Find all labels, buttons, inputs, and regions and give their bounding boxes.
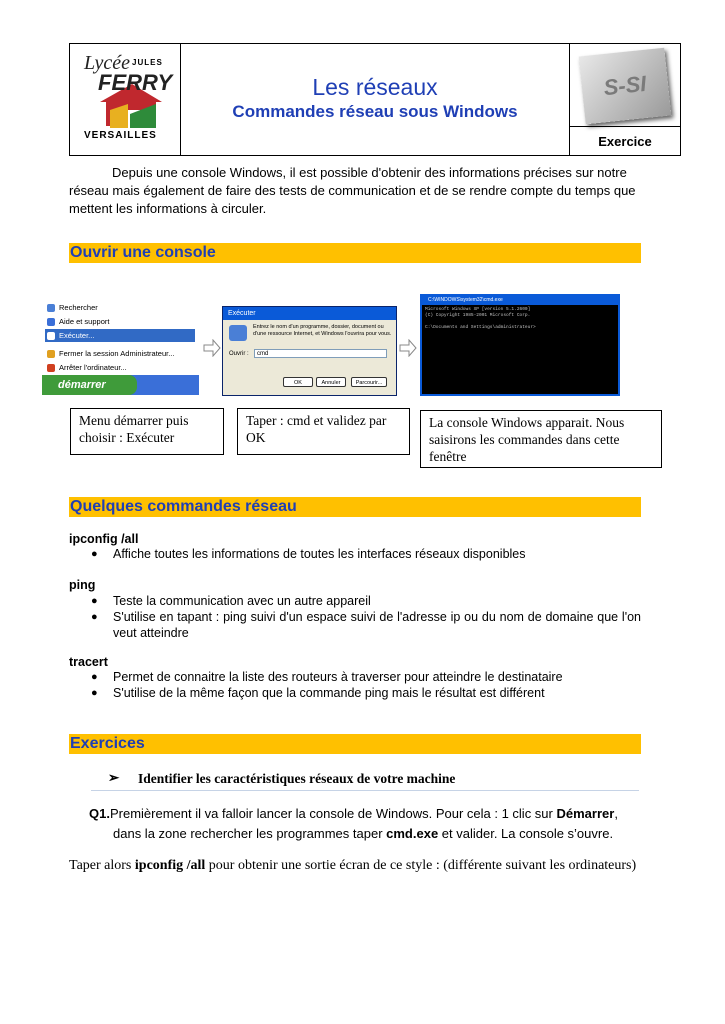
- run-open-input: cmd: [254, 349, 387, 358]
- power-icon: [47, 364, 55, 372]
- search-icon: [47, 304, 55, 312]
- logo-versailles-text: VERSAILLES: [84, 130, 157, 141]
- bullet-icon: ●: [91, 611, 98, 623]
- arrow-icon: [399, 339, 417, 362]
- ssi-badge-text: S-SI: [602, 70, 648, 101]
- bullet-icon: ●: [91, 548, 98, 560]
- objective-text: Identifier les caractéristiques réseaux de votre machine: [138, 771, 456, 786]
- q1-label: Q1.: [89, 806, 110, 821]
- logo-jules-text: JULES: [132, 58, 163, 67]
- run-icon: [47, 332, 55, 340]
- header-table: [69, 43, 681, 156]
- menu-item-run: Exécuter...: [45, 329, 195, 342]
- logo-lycee-text: Lycée: [84, 52, 131, 74]
- menu-item-logoff: Fermer la session Administrateur...: [45, 347, 195, 360]
- intro-text: Depuis une console Windows, il est possible d'obtenir des informations précises sur notre réseau mais également de faire des tests de communication et de se rendre compte du temps que mettent les informations à circuler.: [69, 165, 636, 216]
- list-item: ● Teste la communication avec un autre appareil: [91, 594, 371, 608]
- caption-console: La console Windows apparait. Nous saisirons les commandes dans cette fenêtre: [420, 410, 662, 468]
- start-button: démarrer: [42, 375, 137, 395]
- exercise-type-label: Exercice: [570, 126, 680, 156]
- taskbar: [42, 375, 199, 395]
- page-subtitle: Commandes réseau sous Windows: [232, 102, 518, 121]
- exercise-objective: [91, 770, 639, 791]
- run-ok-button: OK: [283, 377, 313, 387]
- section-heading-open-console: Ouvrir une console: [69, 243, 641, 263]
- menu-item-shutdown: Arrêter l'ordinateur...: [45, 361, 195, 374]
- help-icon: [47, 318, 55, 326]
- list-item: ● Affiche toutes les informations de toutes les interfaces réseaux disponibles: [91, 547, 526, 561]
- menu-item-search: Rechercher: [45, 301, 195, 314]
- section-heading-network-commands: Quelques commandes réseau: [69, 497, 641, 517]
- run-dialog-title: Exécuter: [223, 307, 396, 320]
- bullet-icon: ●: [91, 687, 98, 699]
- menu-item-help: Aide et support: [45, 315, 195, 328]
- page-title: Les réseaux: [312, 74, 438, 100]
- caption-run-dialog: Taper : cmd et validez par OK: [237, 408, 410, 455]
- command-ipconfig: ipconfig /all: [69, 532, 139, 546]
- console-window-screenshot: [420, 294, 620, 396]
- run-browse-button: Parcourir...: [351, 377, 387, 387]
- command-tracert: tracert: [69, 655, 108, 669]
- ssi-badge-cell: [569, 44, 680, 155]
- run-icon: [229, 325, 247, 341]
- section-heading-exercises: Exercices: [69, 734, 641, 754]
- list-item: ● S'utilise en tapant : ping suivi d'un espace suivi de l'adresse ip ou du nom de domaine que l'on veut atteindre: [91, 610, 641, 640]
- school-logo: [70, 44, 181, 155]
- run-cancel-button: Annuler: [316, 377, 346, 387]
- bullet-icon: ●: [91, 595, 98, 607]
- caption-start-menu: Menu démarrer puis choisir : Exécuter: [70, 408, 224, 455]
- start-menu-screenshot: [42, 298, 199, 397]
- question-q1: Q1.Premièrement il va falloir lancer la console de Windows. Pour cela : 1 clic sur Démarrer, dans la zone rechercher les programmes taper cmd.exe et valider. La console s’ouvre.: [89, 806, 618, 841]
- ssi-badge: [579, 48, 672, 125]
- instruction-paragraph: Taper alors ipconfig /all pour obtenir une sortie écran de ce style : (différente suivant les ordinateurs): [69, 858, 637, 873]
- arrow-bullet-icon: ➢: [108, 770, 120, 785]
- logoff-icon: [47, 350, 55, 358]
- run-dialog-screenshot: [222, 306, 397, 396]
- console-output: Microsoft Windows XP [version 5.1.2600] (C) Copyright 1985-2001 Microsoft Corp. C:\Documents and Settings\administrateur>: [425, 307, 536, 330]
- logo-ferry-text: FERRY: [98, 70, 173, 95]
- list-item: ● Permet de connaitre la liste des routeurs à traverser pour atteindre le destinataire: [91, 670, 563, 684]
- command-ping: ping: [69, 578, 96, 592]
- arrow-icon: [203, 339, 221, 362]
- bullet-icon: ●: [91, 671, 98, 683]
- list-item: ● S'utilise de la même façon que la commande ping mais le résultat est différent: [91, 686, 545, 700]
- run-open-label: Ouvrir :: [229, 351, 249, 357]
- intro-paragraph: [69, 164, 641, 218]
- run-dialog-description: Entrez le nom d'un programme, dossier, document ou d'une ressource Internet, et Windows l'ouvrira pour vous.: [253, 324, 392, 337]
- console-title: C:\WINDOWS\system32\cmd.exe: [422, 296, 618, 305]
